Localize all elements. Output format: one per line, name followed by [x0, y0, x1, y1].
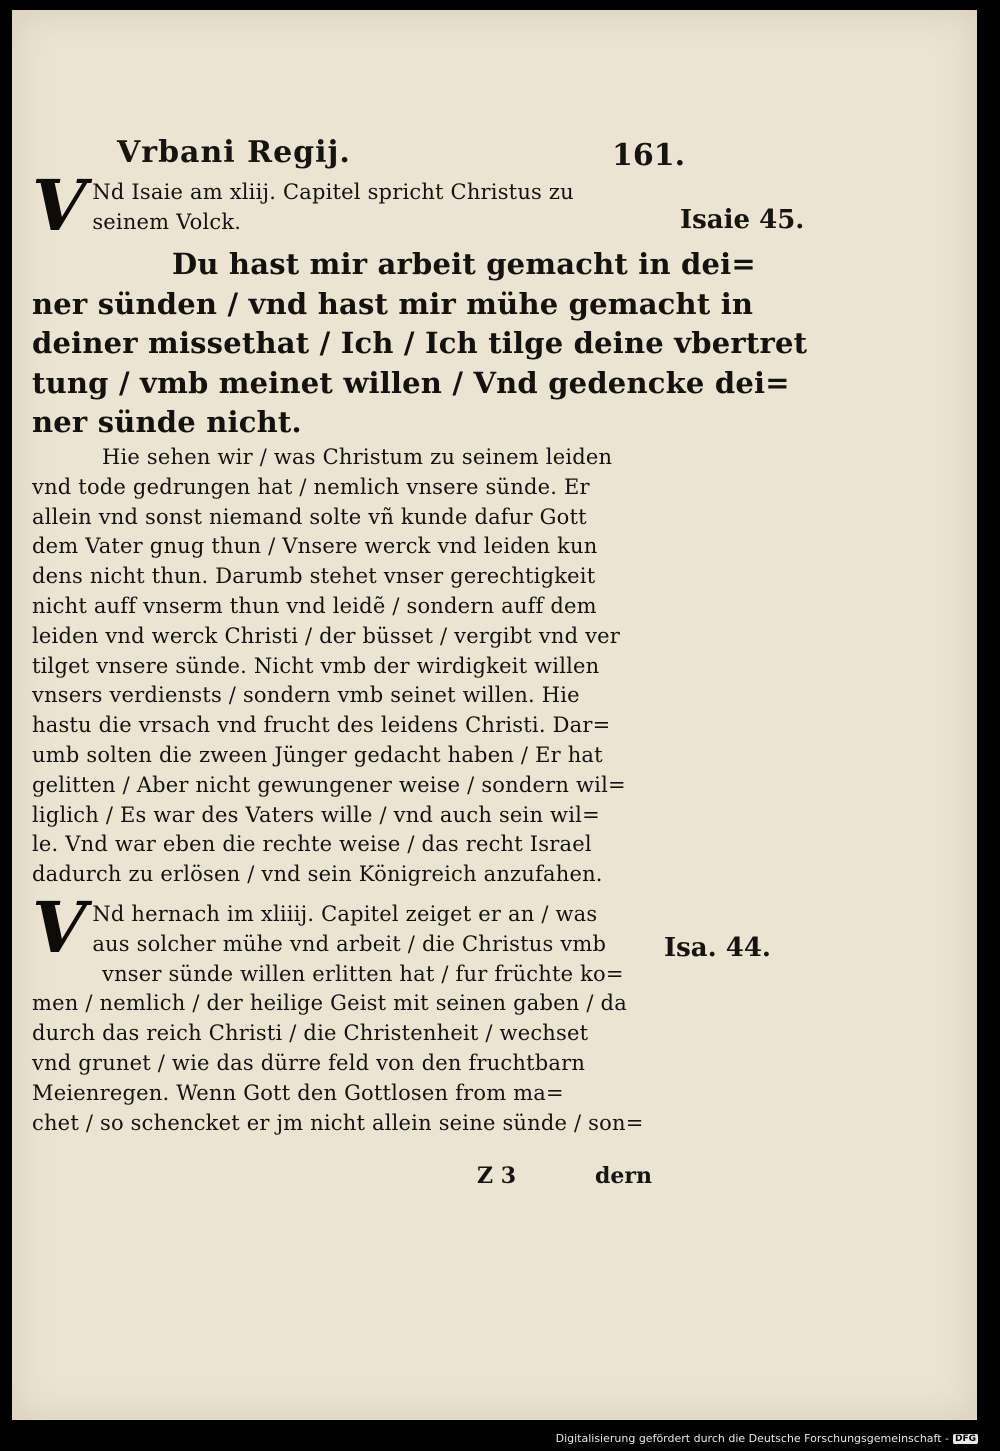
text-line: gelitten / Aber nicht gewungener weise / sondern wil= [32, 772, 626, 797]
text-line: chet / so schencket er jm nicht allein seine sünde / son= [32, 1110, 644, 1135]
text-line: men / nemlich / der heilige Geist mit seinen gaben / da [32, 991, 627, 1016]
book-page [12, 10, 977, 1420]
text-line: hastu die vrsach vnd frucht des leidens Christi. Dar= [32, 713, 611, 738]
quote-line: Du hast mir arbeit gemacht in dei= [172, 247, 756, 281]
catchword: dern [595, 1163, 652, 1189]
quote-line: ner sünde nicht. [32, 405, 302, 439]
text-line: tilget vnsere sünde. Nicht vmb der wirdigkeit willen [32, 653, 600, 678]
text-line: dadurch zu erlösen / vnd sein Königreich anzufahen. [32, 862, 603, 887]
text-line: vnd tode gedrungen hat / nemlich vnsere sünde. Er [32, 474, 590, 499]
paragraph-3 [32, 886, 672, 1138]
text-line: Nd hernach im xliiij. Capitel zeiget er an / was [92, 902, 598, 926]
text-line: allein vnd sonst niemand solte vñ kunde dafur Gott [32, 504, 587, 529]
quote-line: ner sünden / vnd hast mir mühe gemacht in [32, 286, 754, 321]
text-line: leiden vnd werck Christi / der büsset / vergibt vnd ver [32, 623, 621, 648]
text-line: Hie sehen wir / was Christum zu seinem leiden [102, 445, 613, 469]
text-line: dem Vater gnug thun / Vnsere werck vnd leiden kun [32, 534, 598, 559]
credit-text: Digitalisierung gefördert durch die Deutsche Forschungsgemeinschaft - [555, 1432, 949, 1445]
text-line: Nd Isaie am xliij. Capitel spricht Christus zu [92, 180, 574, 204]
text-line: le. Vnd war eben die rechte weise / das recht Israel [32, 832, 592, 857]
text-line: aus solcher mühe vnd arbeit / die Christus vmb [92, 931, 607, 956]
marginal-note-isa-44: Isa. 44. [664, 933, 771, 963]
text-line: Meienregen. Wenn Gott den Gottlosen from ma= [32, 1080, 564, 1105]
text-line: seinem Volck. [92, 209, 242, 234]
text-line: durch das reich Christi / die Christenheit / wechset [32, 1021, 589, 1046]
page-number: 161. [612, 138, 686, 173]
text-line: dens nicht thun. Darumb stehet vnser gerechtigkeit [32, 564, 596, 589]
running-head: Vrbani Regij. [117, 135, 351, 170]
dropcap: V [32, 164, 87, 247]
quote-line: tung / vmb meinet willen / Vnd gedencke dei= [32, 365, 790, 400]
text-line: nicht auff vnserm thun vnd leidẽ / sondern auff dem [32, 593, 597, 618]
text-line: vnsers verdiensts / sondern vmb seinet willen. Hie [32, 683, 580, 708]
marginal-note-isaie-45: Isaie 45. [680, 205, 805, 235]
signature-mark: Z 3 [477, 1163, 517, 1189]
dfg-logo-icon: DFG [954, 1433, 976, 1444]
text-line: vnd grunet / wie das dürre feld von den fruchtbarn [32, 1050, 586, 1075]
text-line: liglich / Es war des Vaters wille / vnd auch sein wil= [32, 802, 600, 827]
digitization-credit [556, 1432, 978, 1445]
dropcap: V [32, 886, 87, 969]
paragraph-1 [32, 164, 672, 247]
scripture-quote [32, 245, 808, 443]
text-line: umb solten die zween Jünger gedacht haben / Er hat [32, 742, 603, 767]
quote-line: deiner missethat / Ich / Ich tilge deine vbertret [32, 326, 808, 360]
paragraph-2 [32, 443, 672, 890]
text-line: vnser sünde willen erlitten hat / fur früchte ko= [102, 961, 624, 986]
